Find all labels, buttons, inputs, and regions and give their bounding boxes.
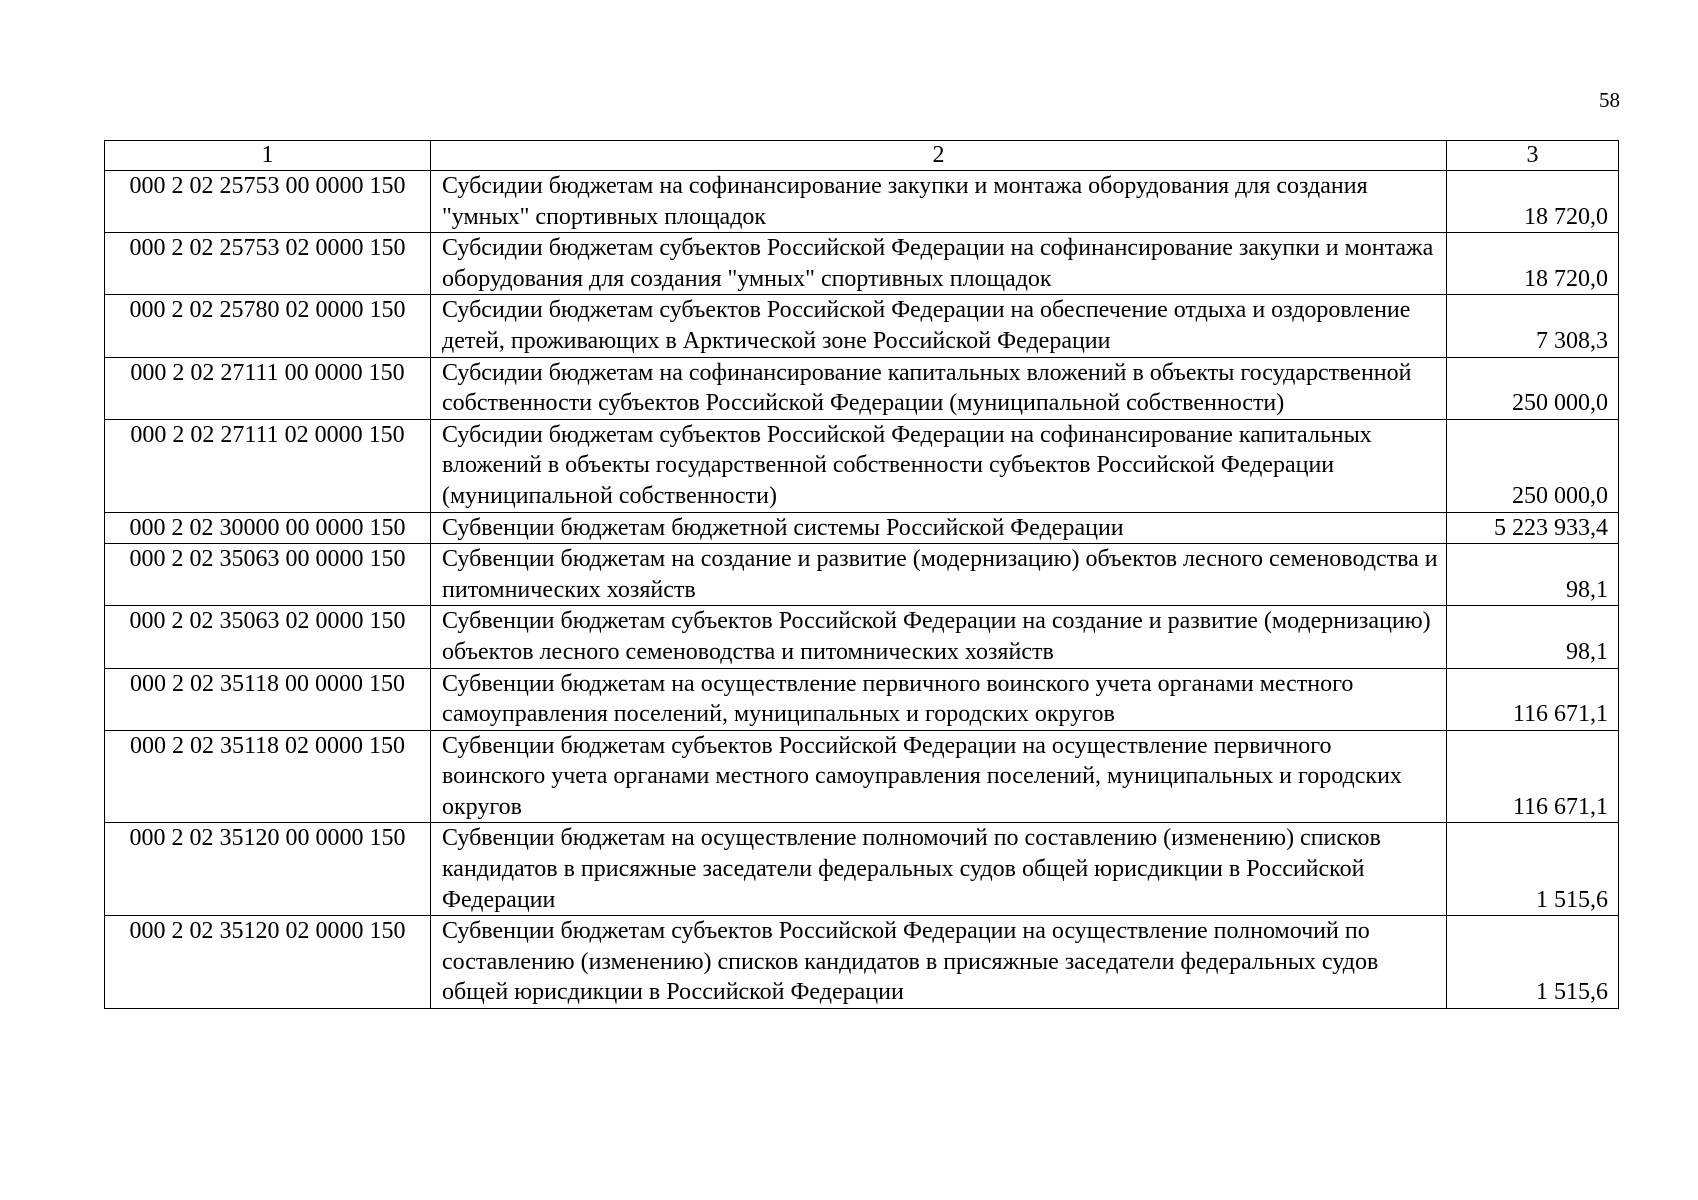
revenue-description: Субсидии бюджетам субъектов Российской Федерации на софинансирование капитальных вложений в объекты государственной собственности субъектов Российской Федерации (муниципальной собственности): [431, 419, 1447, 512]
table-row: [105, 916, 1619, 1009]
classification-code: 000 2 02 25753 00 0000 150: [105, 171, 431, 233]
table-row: [105, 419, 1619, 512]
revenue-description: Субвенции бюджетам субъектов Российской Федерации на осуществление первичного воинского учета органами местного самоуправления поселений, муниципальных и городских округов: [431, 730, 1447, 823]
amount: 250 000,0: [1447, 357, 1619, 419]
classification-code: 000 2 02 27111 02 0000 150: [105, 419, 431, 512]
revenue-description: Субвенции бюджетам субъектов Российской Федерации на создание и развитие (модернизацию) объектов лесного семеноводства и питомнических хозяйств: [431, 606, 1447, 668]
table-row: [105, 357, 1619, 419]
table-row: [105, 823, 1619, 916]
column-header-1: 1: [105, 141, 431, 171]
amount: 1 515,6: [1447, 916, 1619, 1009]
classification-code: 000 2 02 30000 00 0000 150: [105, 512, 431, 544]
classification-code: 000 2 02 27111 00 0000 150: [105, 357, 431, 419]
classification-code: 000 2 02 25753 02 0000 150: [105, 233, 431, 295]
revenue-description: Субвенции бюджетам на осуществление первичного воинского учета органами местного самоуправления поселений, муниципальных и городских округов: [431, 668, 1447, 730]
table-row: [105, 512, 1619, 544]
amount: 7 308,3: [1447, 295, 1619, 357]
table-row: [105, 668, 1619, 730]
column-header-3: 3: [1447, 141, 1619, 171]
classification-code: 000 2 02 35120 00 0000 150: [105, 823, 431, 916]
table-header-row: [105, 141, 1619, 171]
amount: 5 223 933,4: [1447, 512, 1619, 544]
amount: 98,1: [1447, 544, 1619, 606]
amount: 116 671,1: [1447, 668, 1619, 730]
revenue-description: Субвенции бюджетам субъектов Российской Федерации на осуществление полномочий по составлению (изменению) списков кандидатов в присяжные заседатели федеральных судов общей юрисдикции в Российской Федерации: [431, 916, 1447, 1009]
table-row: [105, 171, 1619, 233]
classification-code: 000 2 02 25780 02 0000 150: [105, 295, 431, 357]
revenue-description: Субсидии бюджетам субъектов Российской Федерации на обеспечение отдыха и оздоровление детей, проживающих в Арктической зоне Российской Федерации: [431, 295, 1447, 357]
table-row: [105, 730, 1619, 823]
page-number: 58: [1599, 88, 1620, 112]
amount: 116 671,1: [1447, 730, 1619, 823]
table-row: [105, 233, 1619, 295]
amount: 18 720,0: [1447, 171, 1619, 233]
table-row: [105, 544, 1619, 606]
revenue-description: Субсидии бюджетам субъектов Российской Федерации на софинансирование закупки и монтажа оборудования для создания "умных" спортивных площадок: [431, 233, 1447, 295]
revenue-description: Субсидии бюджетам на софинансирование капитальных вложений в объекты государственной собственности субъектов Российской Федерации (муниципальной собственности): [431, 357, 1447, 419]
classification-code: 000 2 02 35063 00 0000 150: [105, 544, 431, 606]
amount: 1 515,6: [1447, 823, 1619, 916]
classification-code: 000 2 02 35063 02 0000 150: [105, 606, 431, 668]
amount: 18 720,0: [1447, 233, 1619, 295]
classification-code: 000 2 02 35120 02 0000 150: [105, 916, 431, 1009]
revenue-description: Субвенции бюджетам бюджетной системы Российской Федерации: [431, 512, 1447, 544]
revenue-description: Субсидии бюджетам на софинансирование закупки и монтажа оборудования для создания "умных" спортивных площадок: [431, 171, 1447, 233]
classification-code: 000 2 02 35118 00 0000 150: [105, 668, 431, 730]
budget-revenue-table: [104, 140, 1619, 1009]
amount: 98,1: [1447, 606, 1619, 668]
column-header-2: 2: [431, 141, 1447, 171]
amount: 250 000,0: [1447, 419, 1619, 512]
revenue-description: Субвенции бюджетам на создание и развитие (модернизацию) объектов лесного семеноводства и питомнических хозяйств: [431, 544, 1447, 606]
revenue-description: Субвенции бюджетам на осуществление полномочий по составлению (изменению) списков кандидатов в присяжные заседатели федеральных судов общей юрисдикции в Российской Федерации: [431, 823, 1447, 916]
table-row: [105, 295, 1619, 357]
table-row: [105, 606, 1619, 668]
classification-code: 000 2 02 35118 02 0000 150: [105, 730, 431, 823]
